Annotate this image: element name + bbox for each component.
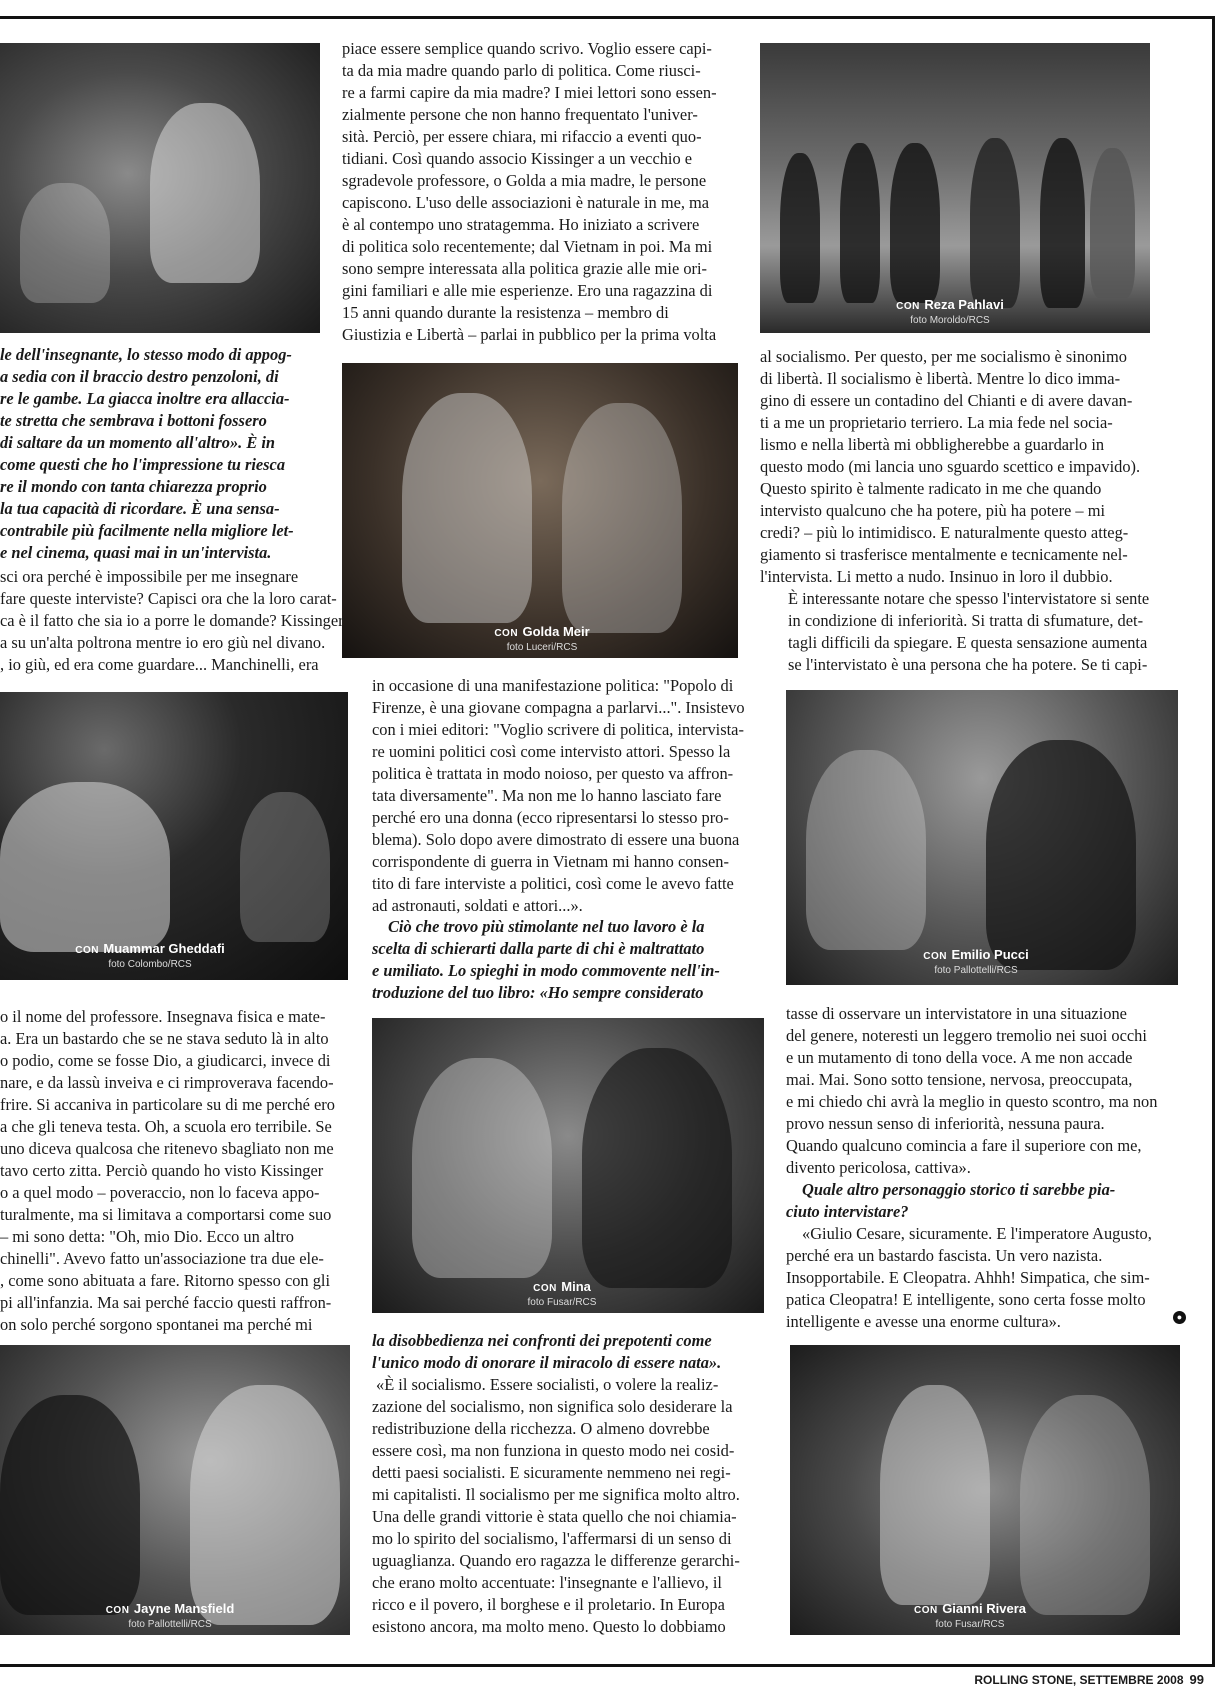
col2-text-1: piace essere semplice quando scrivo. Voglio essere capi- ta da mia madre quando parlo di politica. Come riusci- re a farmi capire da mia madre? I miei lettori sono essen- zialmente persone che non hanno frequentato l'univer- sità. Perciò, per essere chiara, mi rifaccio a eventi quo- tidiani. Così quando associo Kissinger a un vecchio e sgradevole professore, o Golda a mia madre, le persone capiscono. L'uso delle associazioni è naturale in me, ma è al contempo uno stratagemma. Ho iniziato a scrivere di politica solo recentemente; dal Vietnam in poi. Ma mi sono sempre interessata alla politica grazie alle mie ori- gini familiari e alle mie esperienze. Ero una ragazzina di 15 anni quando durante la resistenza – membro di Giustizia e Libertà – parlai in pubblico per la prima volta xyxy=(342,39,717,344)
col3-text-1: al socialismo. Per questo, per me socialismo è sinonimo di libertà. Il socialismo è libertà. Mentre lo dico imma- gino di essere un contadino del Chianti e di avere davan- ti a me un proprietario terriero. La mia fede nel socia- lismo e nella libertà mi obbligherebbe a guardarlo in questo modo (mi lancia uno sguardo scettico e impavido). Questo spirito è talmente radicato in me che quando intervisto qualcuno che ha potere, più ha potere – mi credi? – più lo intimidisco. E naturalmente questo atteg- giamento si trasferisce mentalmente e tecnicamente nel- l'intervista. Li metto a nudo. Insinuo in loro il dubbio. È interessante notare che spesso l'intervistatore si sente in condizione di inferiorità. Si tratta di sfumature, det- tagli difficili da spiegare. E questa sensazione aumenta se l'intervistato è una persona che ha potere. Se ti capi- xyxy=(760,347,1150,674)
page-footer xyxy=(974,1672,1204,1687)
footer-magazine: ROLLING STONE, SETTEMBRE 2008 xyxy=(974,1673,1184,1687)
col2-text-2: in occasione di una manifestazione politica: "Popolo di Firenze, è una giovane compagna a parlarvi...". Insistevo con i miei editori: "Voglio scrivere di politica, intervista- re uomini politici così come intervisto attori. Spesso la politica è trattata in modo noioso, per questo va affron- tata diversamente". Ma non me lo hanno lasciato fare perché ero una donna (ecco ripresentarsi lo stesso pro- blema). Solo dopo avere dimostrato di essere una buona corrispondente di guerra in Vietnam mi hanno consen- tito di fare interviste a politici, così come le avevo fatte ad astronauti, soldati e attori...». xyxy=(372,676,745,915)
col1-question-text: le dell'insegnante, lo stesso modo di appog- a sedia con il braccio destro penzoloni, di re le gambe. La giacca inoltre era allaccia- te stretta che sembrava i bottoni fossero di saltare da un momento all'altro». È in come questi che ho l'impressione tu riesca re il mondo con tanta chiarezza proprio la tua capacità di ricordare. È una sensa- contrabile più facilmente nella migliore let- e nel cinema, quasi mai in un'intervista. xyxy=(0,345,294,562)
col1-answer-text-1: sci ora perché è impossibile per me insegnare fare queste interviste? Capisci ora che la loro carat- ca è il fatto che sia io a porre le domande? Kissinger a su un'alta poltrona mentre io ero giù nel divano. , io giù, ed era come guardare... Manchinelli, era xyxy=(0,567,344,674)
caption-rivera: CON Gianni Rivera foto Fusar/RCS xyxy=(914,1601,1026,1630)
photo-mina xyxy=(372,1018,764,1313)
col3-text-2: tasse di osservare un intervistatore in una situazione del genere, noteresti un leggero tremolio nei suoi occhi e un mutamento di tono della voce. A me non accade mai. Mai. Sono sotto tensione, nervosa, preoccupata, e mi chiedo chi avrà la meglio in questo scontro, ma non provo nessun senso di inferiorità, nessuna paura. Quando qualcuno comincia a fare il superiore con me, divento pericolosa, cattiva». xyxy=(786,1004,1158,1177)
photo-jayne-mansfield xyxy=(0,1345,350,1635)
col2-question-1: Ciò che trovo più stimolante nel tuo lavoro è la scelta di schierarti dalla parte di chi è maltrattato e umiliato. Lo spieghi in modo commovente nell'in- troduzione del tuo libro: «Ho sempre considerato xyxy=(372,917,720,1002)
col2-question-1-end: la disobbedienza nei confronti dei prepotenti come l'unico modo di onorare il miracolo di essere nata». xyxy=(372,1331,722,1372)
photo-ariel-sharon xyxy=(0,43,320,333)
photo-reza-pahlavi xyxy=(760,43,1150,333)
photo-golda-meir xyxy=(342,363,738,658)
col1-answer-text-2: o il nome del professore. Insegnava fisica e mate- a. Era un bastardo che se ne stava seduto là in alto o podio, come se fosse Dio, a giudicarci, invece di nare, e da lassù inveiva e ci rimproverava facendo- frire. Si accaniva in particolare su di me perché ero a che gli teneva testa. Oh, a scuola ero terribile. Se uno diceva qualcosa che ritenevo sbagliato non me tavo certo zitta. Perciò quando ho visto Kissinger o a quel modo – poveraccio, non lo faceva appo- turalmente, ma si limitava a comportarsi come suo – mi sono detta: "Oh, mio Dio. Ecco un altro chinelli". Avevo fatto un'associazione tra due ele- , come sono abituata a fare. Ritorno spesso con gli pi all'infanzia. Ma sai perché faccio questi raffron- on solo perché sorgono spontanei ma perché mi xyxy=(0,1007,335,1334)
caption-mina: CON Mina foto Fusar/RCS xyxy=(527,1279,597,1308)
caption-golda: CON Golda Meir foto Luceri/RCS xyxy=(494,624,590,653)
col3-question-2: Quale altro personaggio storico ti sarebbe pia- ciuto intervistare? xyxy=(786,1180,1116,1221)
caption-gheddafi: CON Muammar Gheddafi foto Colombo/RCS xyxy=(75,941,225,970)
caption-pucci: CON Emilio Pucci foto Pallottelli/RCS xyxy=(923,947,1029,976)
col2-text-3: «È il socialismo. Essere socialisti, o volere la realiz- zazione del socialismo, non significa solo desiderare la redistribuzione della ricchezza. O almeno dovrebbe essere così, ma non funziona in questo modo nei cosid- detti paesi socialisti. E sicuramente nemmeno nei regi- mi capitalisti. Il socialismo per me significa molto altro. Una delle grandi vittorie è stata quello che noi chiamia- mo lo spirito del socialismo, l'affermarsi di un senso di uguaglianza. Quando ero ragazza le differenze gerarchi- che erano molto accentuate: l'insegnante e l'allievo, il ricco e il povero, il borghese e il proletario. In Europa esistono ancora, ma molto meno. Questo lo dobbiamo xyxy=(372,1375,740,1636)
photo-emilio-pucci xyxy=(786,690,1178,985)
photo-gianni-rivera xyxy=(790,1345,1180,1635)
col3-text-3: «Giulio Cesare, sicuramente. E l'imperatore Augusto, perché era un bastardo fascista. Un vero nazista. Insopportabile. E Cleopatra. Ahhh! Simpatica, che sim- patica Cleopatra! E intelligente, sono certa fosse molto intelligente e avesse una enorme cultura». xyxy=(786,1224,1152,1331)
page-number: 99 xyxy=(1189,1672,1204,1687)
caption-mansfield: CON Jayne Mansfield foto Pallottelli/RCS xyxy=(105,1601,235,1630)
article-end-icon: ● xyxy=(1173,1311,1186,1324)
caption-pahlavi: CON Reza Pahlavi foto Moroldo/RCS xyxy=(896,297,1004,326)
photo-muammar-gheddafi xyxy=(0,692,348,980)
